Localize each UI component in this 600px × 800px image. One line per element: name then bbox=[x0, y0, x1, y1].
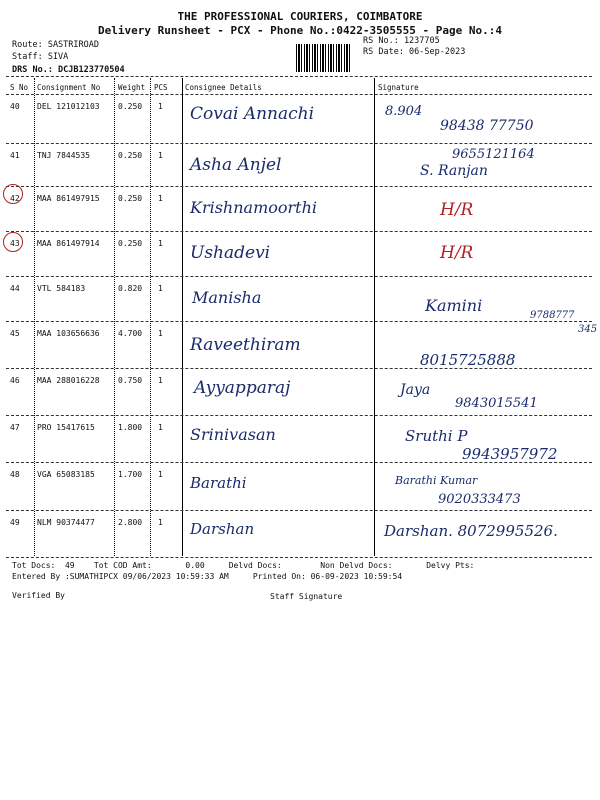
consignee-handwriting: Manisha bbox=[192, 288, 262, 307]
phone: 9655121164 bbox=[452, 147, 535, 162]
table-row bbox=[0, 96, 600, 142]
table-row bbox=[0, 145, 600, 185]
phone: 98438 77750 bbox=[440, 118, 534, 134]
consignment-no: MAA 288016228 bbox=[37, 376, 100, 385]
pcs: 1 bbox=[158, 470, 163, 479]
divider bbox=[6, 94, 592, 95]
consignment-no: MAA 103656636 bbox=[37, 329, 100, 338]
consignee-handwriting: Covai Annachi bbox=[190, 104, 315, 124]
table-row bbox=[0, 188, 600, 230]
consignee-handwriting: Krishnamoorthi bbox=[190, 198, 318, 217]
table-row bbox=[0, 323, 600, 367]
row-divider bbox=[6, 186, 592, 187]
col-weight: Weight bbox=[118, 83, 146, 92]
phone: 9788777 bbox=[530, 310, 575, 321]
phone: 8015725888 bbox=[420, 351, 516, 369]
staff-signature-label: Staff Signature bbox=[270, 592, 343, 601]
pcs: 1 bbox=[158, 151, 163, 160]
col-consignment: Consignment No bbox=[37, 83, 101, 92]
pcs: 1 bbox=[158, 376, 163, 385]
row-divider bbox=[6, 321, 592, 322]
signature: Jaya bbox=[400, 382, 431, 398]
table-row bbox=[0, 417, 600, 461]
consignee-handwriting: Srinivasan bbox=[190, 425, 276, 444]
consignee-handwriting: Asha Anjel bbox=[190, 155, 282, 175]
weight: 1.700 bbox=[118, 470, 143, 479]
table-row bbox=[0, 464, 600, 508]
phone-extra: 345 bbox=[578, 324, 598, 335]
sno: 48 bbox=[10, 470, 20, 479]
subtitle: Delivery Runsheet - PCX - Phone No.:0422-3505555 - Page No.:4 bbox=[98, 24, 502, 37]
col-pcs: PCS bbox=[154, 83, 168, 92]
staff: Staff: SIVA bbox=[12, 52, 69, 62]
table-row bbox=[0, 512, 600, 556]
drs-no: DRS No.: DCJB123770504 bbox=[12, 65, 125, 75]
row-divider bbox=[6, 231, 592, 232]
signature: Kamini bbox=[425, 296, 483, 315]
pcs: 1 bbox=[158, 329, 163, 338]
table-row bbox=[0, 370, 600, 414]
row-divider bbox=[6, 276, 592, 277]
sno: 45 bbox=[10, 329, 20, 338]
consignment-no: PRO 15417615 bbox=[37, 423, 95, 432]
sno: 41 bbox=[10, 151, 20, 160]
weight: 0.250 bbox=[118, 102, 143, 111]
weight: 0.820 bbox=[118, 284, 143, 293]
sno: 42 bbox=[10, 194, 20, 203]
weight: 2.800 bbox=[118, 518, 143, 527]
row-divider bbox=[6, 462, 592, 463]
consignment-no: DEL 121012103 bbox=[37, 102, 100, 111]
weight: 0.750 bbox=[118, 376, 143, 385]
sno: 40 bbox=[10, 102, 20, 111]
col-consignee: Consignee Details bbox=[185, 83, 262, 92]
consignment-no: MAA 861497915 bbox=[37, 194, 100, 203]
pcs: 1 bbox=[158, 239, 163, 248]
divider bbox=[6, 76, 592, 77]
phone: 9843015541 bbox=[455, 396, 538, 411]
consignment-no: NLM 90374477 bbox=[37, 518, 95, 527]
consignment-no: TNJ 7844535 bbox=[37, 151, 90, 160]
sno: 43 bbox=[10, 239, 20, 248]
rs-date: RS Date: 06-Sep-2023 bbox=[363, 47, 466, 57]
consignee-handwriting: Ushadevi bbox=[190, 243, 271, 263]
hr-mark: H/R bbox=[440, 200, 474, 220]
sno: 44 bbox=[10, 284, 20, 293]
sno: 46 bbox=[10, 376, 20, 385]
row-divider bbox=[6, 557, 592, 558]
row-divider bbox=[6, 143, 592, 144]
weight: 0.250 bbox=[118, 239, 143, 248]
hr-mark: H/R bbox=[440, 243, 474, 263]
consignee-handwriting: Darshan bbox=[190, 520, 255, 538]
weight: 0.250 bbox=[118, 151, 143, 160]
consignment-no: VTL 584183 bbox=[37, 284, 86, 293]
phone: 9020333473 bbox=[438, 492, 521, 507]
weight: 4.700 bbox=[118, 329, 143, 338]
col-signature: Signature bbox=[378, 83, 419, 92]
row-divider bbox=[6, 510, 592, 511]
pcs: 1 bbox=[158, 284, 163, 293]
pcs: 1 bbox=[158, 102, 163, 111]
consignee-handwriting: Raveethiram bbox=[190, 335, 301, 355]
pcs: 1 bbox=[158, 194, 163, 203]
sno: 49 bbox=[10, 518, 20, 527]
signature: 8.904 bbox=[385, 104, 423, 119]
totals-line: Tot Docs: 49 Tot COD Amt: 0.00 Delvd Docs: Non Delvd Docs: Delvy Pts: bbox=[12, 561, 475, 570]
sno: 47 bbox=[10, 423, 20, 432]
weight: 1.800 bbox=[118, 423, 143, 432]
barcode bbox=[296, 44, 350, 72]
verified-by: Verified By bbox=[12, 591, 65, 600]
route: Route: SASTRIROAD bbox=[12, 40, 99, 50]
consignee-handwriting: Ayyapparaj bbox=[194, 378, 291, 398]
consignment-no: MAA 861497914 bbox=[37, 239, 100, 248]
signature: Darshan. 8072995526. bbox=[384, 522, 558, 540]
entered-by-line: Entered By :SUMATHIPCX 09/06/2023 10:59:33 AM Printed On: 06-09-2023 10:59:54 bbox=[12, 572, 403, 581]
phone: 9943957972 bbox=[462, 445, 558, 463]
consignee-handwriting: Barathi bbox=[190, 474, 247, 492]
pcs: 1 bbox=[158, 518, 163, 527]
signature: Barathi Kumar bbox=[395, 474, 478, 487]
row-divider bbox=[6, 415, 592, 416]
signature: Sruthi P bbox=[405, 427, 468, 445]
row-divider bbox=[6, 368, 592, 369]
rs-no: RS No.: 1237705 bbox=[363, 36, 440, 46]
col-sno: S No bbox=[10, 83, 29, 92]
consignment-no: VGA 65083185 bbox=[37, 470, 95, 479]
table-row bbox=[0, 233, 600, 275]
pcs: 1 bbox=[158, 423, 163, 432]
title: THE PROFESSIONAL COURIERS, COIMBATORE bbox=[177, 10, 423, 23]
signature: S. Ranjan bbox=[420, 163, 488, 179]
weight: 0.250 bbox=[118, 194, 143, 203]
